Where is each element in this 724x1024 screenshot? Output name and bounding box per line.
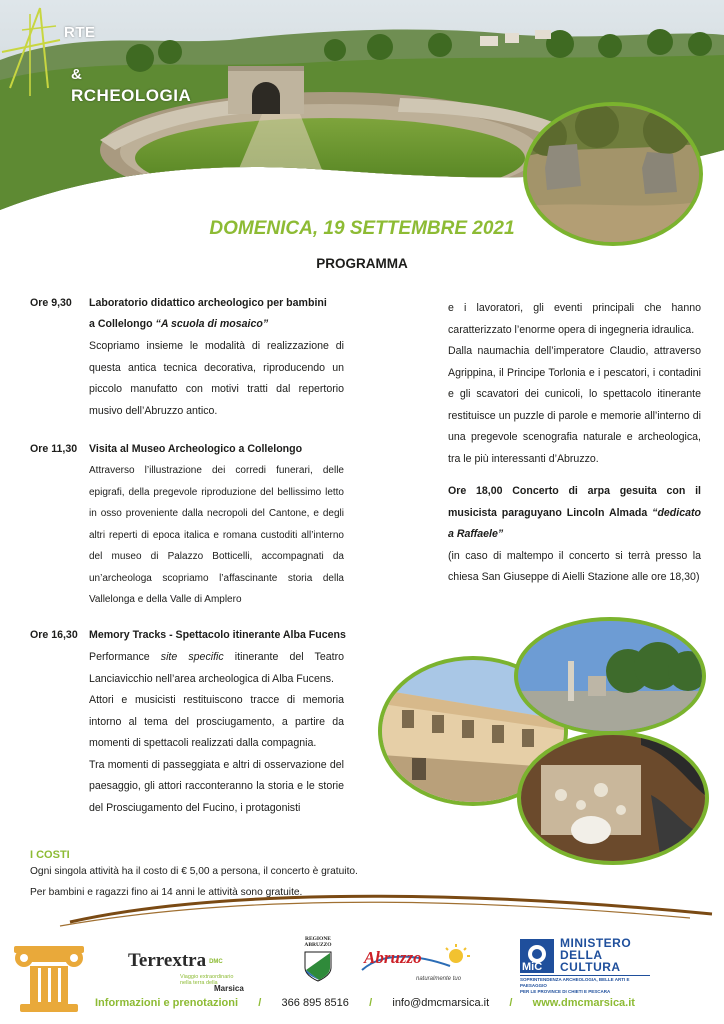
contact-separator: / bbox=[258, 997, 262, 1009]
event-date-title: DOMENICA, 19 SETTEMBRE 2021 bbox=[209, 218, 515, 239]
ministero-line-3: CULTURA bbox=[560, 960, 621, 974]
logo-word-rcheologia: RCHEOLOGIA bbox=[71, 86, 192, 105]
abruzzo-wordmark: Abruzzo bbox=[364, 948, 422, 967]
event-1-title: Laboratorio didattico archeologico per bambini bbox=[89, 297, 327, 309]
mosaic-workshop-photo bbox=[517, 731, 709, 865]
regione-abruzzo-logo bbox=[298, 936, 338, 984]
costs-heading: I COSTI bbox=[30, 849, 70, 861]
contact-email[interactable]: info@dmcmarsica.it bbox=[392, 997, 490, 1009]
event-3-desc-italic: site specific bbox=[160, 651, 224, 663]
concert-dedication: “dedicato a Raffaele” bbox=[448, 506, 701, 540]
terrextra-tagline-1: Viaggio extraordinario bbox=[180, 974, 234, 980]
regione-line-2: ABRUZZO bbox=[304, 942, 332, 948]
program-heading: PROGRAMMA bbox=[316, 256, 408, 271]
event-2-title: Visita al Museo Archeologico a Collelongo bbox=[89, 443, 303, 455]
ministero-line-1: MINISTERO bbox=[560, 936, 632, 950]
concert-weather-note: (in caso di maltempo il concerto si terrà presso la chiesa San Giuseppe di Aielli Stazione alle ore 18,30) bbox=[448, 549, 701, 583]
abruzzo-tourism-logo bbox=[360, 944, 478, 986]
contact-bar bbox=[95, 997, 635, 1009]
terrextra-logo bbox=[128, 950, 278, 996]
event-1-header bbox=[30, 293, 350, 314]
event-2-time: Ore 11,30 bbox=[30, 443, 78, 455]
logo-word-rte: RTE bbox=[64, 24, 96, 41]
ministero-sub-2: PER LE PROVINCE DI CHIETI E PESCARA bbox=[520, 989, 611, 994]
regione-line-1: REGIONE bbox=[305, 936, 331, 942]
terrextra-name: Terrextra bbox=[128, 950, 207, 971]
terrextra-tagline-2: nella terra della bbox=[180, 980, 218, 986]
terrextra-suffix: DMC bbox=[209, 958, 223, 965]
event-3-desc-b: itinerante del Teatro Lanciavicchio nell’area archeologica di Alba Fucens. bbox=[89, 651, 344, 685]
costs-line-1: Ogni singola attività ha il costo di € 5,00 a persona, il concerto è gratuito. bbox=[30, 866, 358, 877]
event-3-time: Ore 16,30 bbox=[30, 629, 78, 641]
footer-swoosh bbox=[0, 888, 724, 928]
concert-time: Ore 18,00 bbox=[448, 485, 503, 497]
event-1-workshop-name: “A scuola di mosaico” bbox=[155, 318, 269, 330]
event-2-header bbox=[30, 439, 360, 460]
concert-title: Concerto di arpa gesuita con il musicista paraguyano Lincoln Almada bbox=[448, 485, 701, 519]
event-3-desc-a: Performance bbox=[89, 651, 161, 663]
event-1-description: Scopriamo insieme le modalità di realizzazione di questa antica tecnica decorativa, riproducendo un piccolo manufatto con motivi tratti dal repertorio musivo dell’Abruzzo antico. bbox=[89, 340, 344, 417]
logo-ampersand: & bbox=[71, 66, 83, 83]
event-3-title: Memory Tracks - Spettacolo itinerante Alba Fucens bbox=[89, 629, 346, 641]
ministero-line-2: DELLA bbox=[560, 948, 603, 962]
continuation-p2: Dalla naumachia dell’imperatore Claudio, attraverso Agrippina, il Principe Torlonia e i pescatori, i contadini e gli scavatori dei cunicoli, lo spettacolo itinerante restituisce un puzzle di parole e memorie all’interno di una pregevole scenografia naturale e archeologica, tra le più interessanti d’Abruzzo. bbox=[448, 345, 701, 465]
abruzzo-tagline: naturalmente tuo bbox=[416, 976, 462, 982]
ministero-cultura-logo bbox=[520, 937, 650, 993]
contact-label: Informazioni e prenotazioni bbox=[95, 997, 239, 1009]
contact-separator: / bbox=[509, 997, 513, 1009]
event-1-time: Ore 9,30 bbox=[30, 297, 72, 309]
costs-line-2: Per bambini e ragazzi fino ai 14 anni le attività sono gratuite. bbox=[30, 887, 303, 898]
ministero-sub-1: SOPRINTENDENZA ARCHEOLOGIA, BELLE ARTI E PAESAGGIO bbox=[520, 977, 630, 988]
event-1-subtitle bbox=[89, 314, 349, 335]
right-column-continuation bbox=[448, 298, 701, 470]
terrextra-tagline-marsica: Marsica bbox=[214, 984, 244, 993]
event-3-desc-p2: Attori e musicisti restituiscono tracce di memoria intorno al tema del prosciugamento, a partire da momenti di spettacoli realizzati dalla compagnia. bbox=[89, 694, 344, 749]
ruins-photo bbox=[514, 617, 706, 735]
concert-block bbox=[448, 481, 701, 589]
continuation-p1: e i lavoratori, gli eventi principali che hanno caratterizzato l’enorme opera di ingegneria idraulica. bbox=[448, 302, 701, 336]
arte-archeologia-logo bbox=[0, 0, 200, 100]
ministero-mic: MiC bbox=[522, 961, 543, 973]
event-3-description bbox=[89, 647, 344, 819]
event-3-header bbox=[30, 625, 370, 646]
event-1-location: a Collelongo bbox=[89, 318, 156, 330]
event-2-description: Attraverso l’illustrazione dei corredi funerari, delle epigrafi, della pregevole riproduzione del bellissimo letto in osso proveniente dalla necropoli del Cantone, e degli altri reperti di epoca italica e romana custoditi all’interno del museo di Palazzo Botticelli, accompagnati da un’archeologa scopriamo l’affascinante storia della Vallelonga e della Valle di Amplero bbox=[89, 465, 344, 605]
regione-shield-icon bbox=[303, 950, 333, 982]
contact-separator: / bbox=[369, 997, 373, 1009]
ionic-column-icon bbox=[12, 938, 86, 1014]
contact-phone[interactable]: 366 895 8516 bbox=[281, 997, 349, 1009]
event-3-desc-p3: Tra momenti di passeggiata e altri di osservazione del paesaggio, gli attori racconteranno la storia e le storie del Prosciugamento del Fucino, i protagonisti bbox=[89, 758, 344, 814]
contact-website[interactable]: www.dmcmarsica.it bbox=[532, 997, 635, 1009]
